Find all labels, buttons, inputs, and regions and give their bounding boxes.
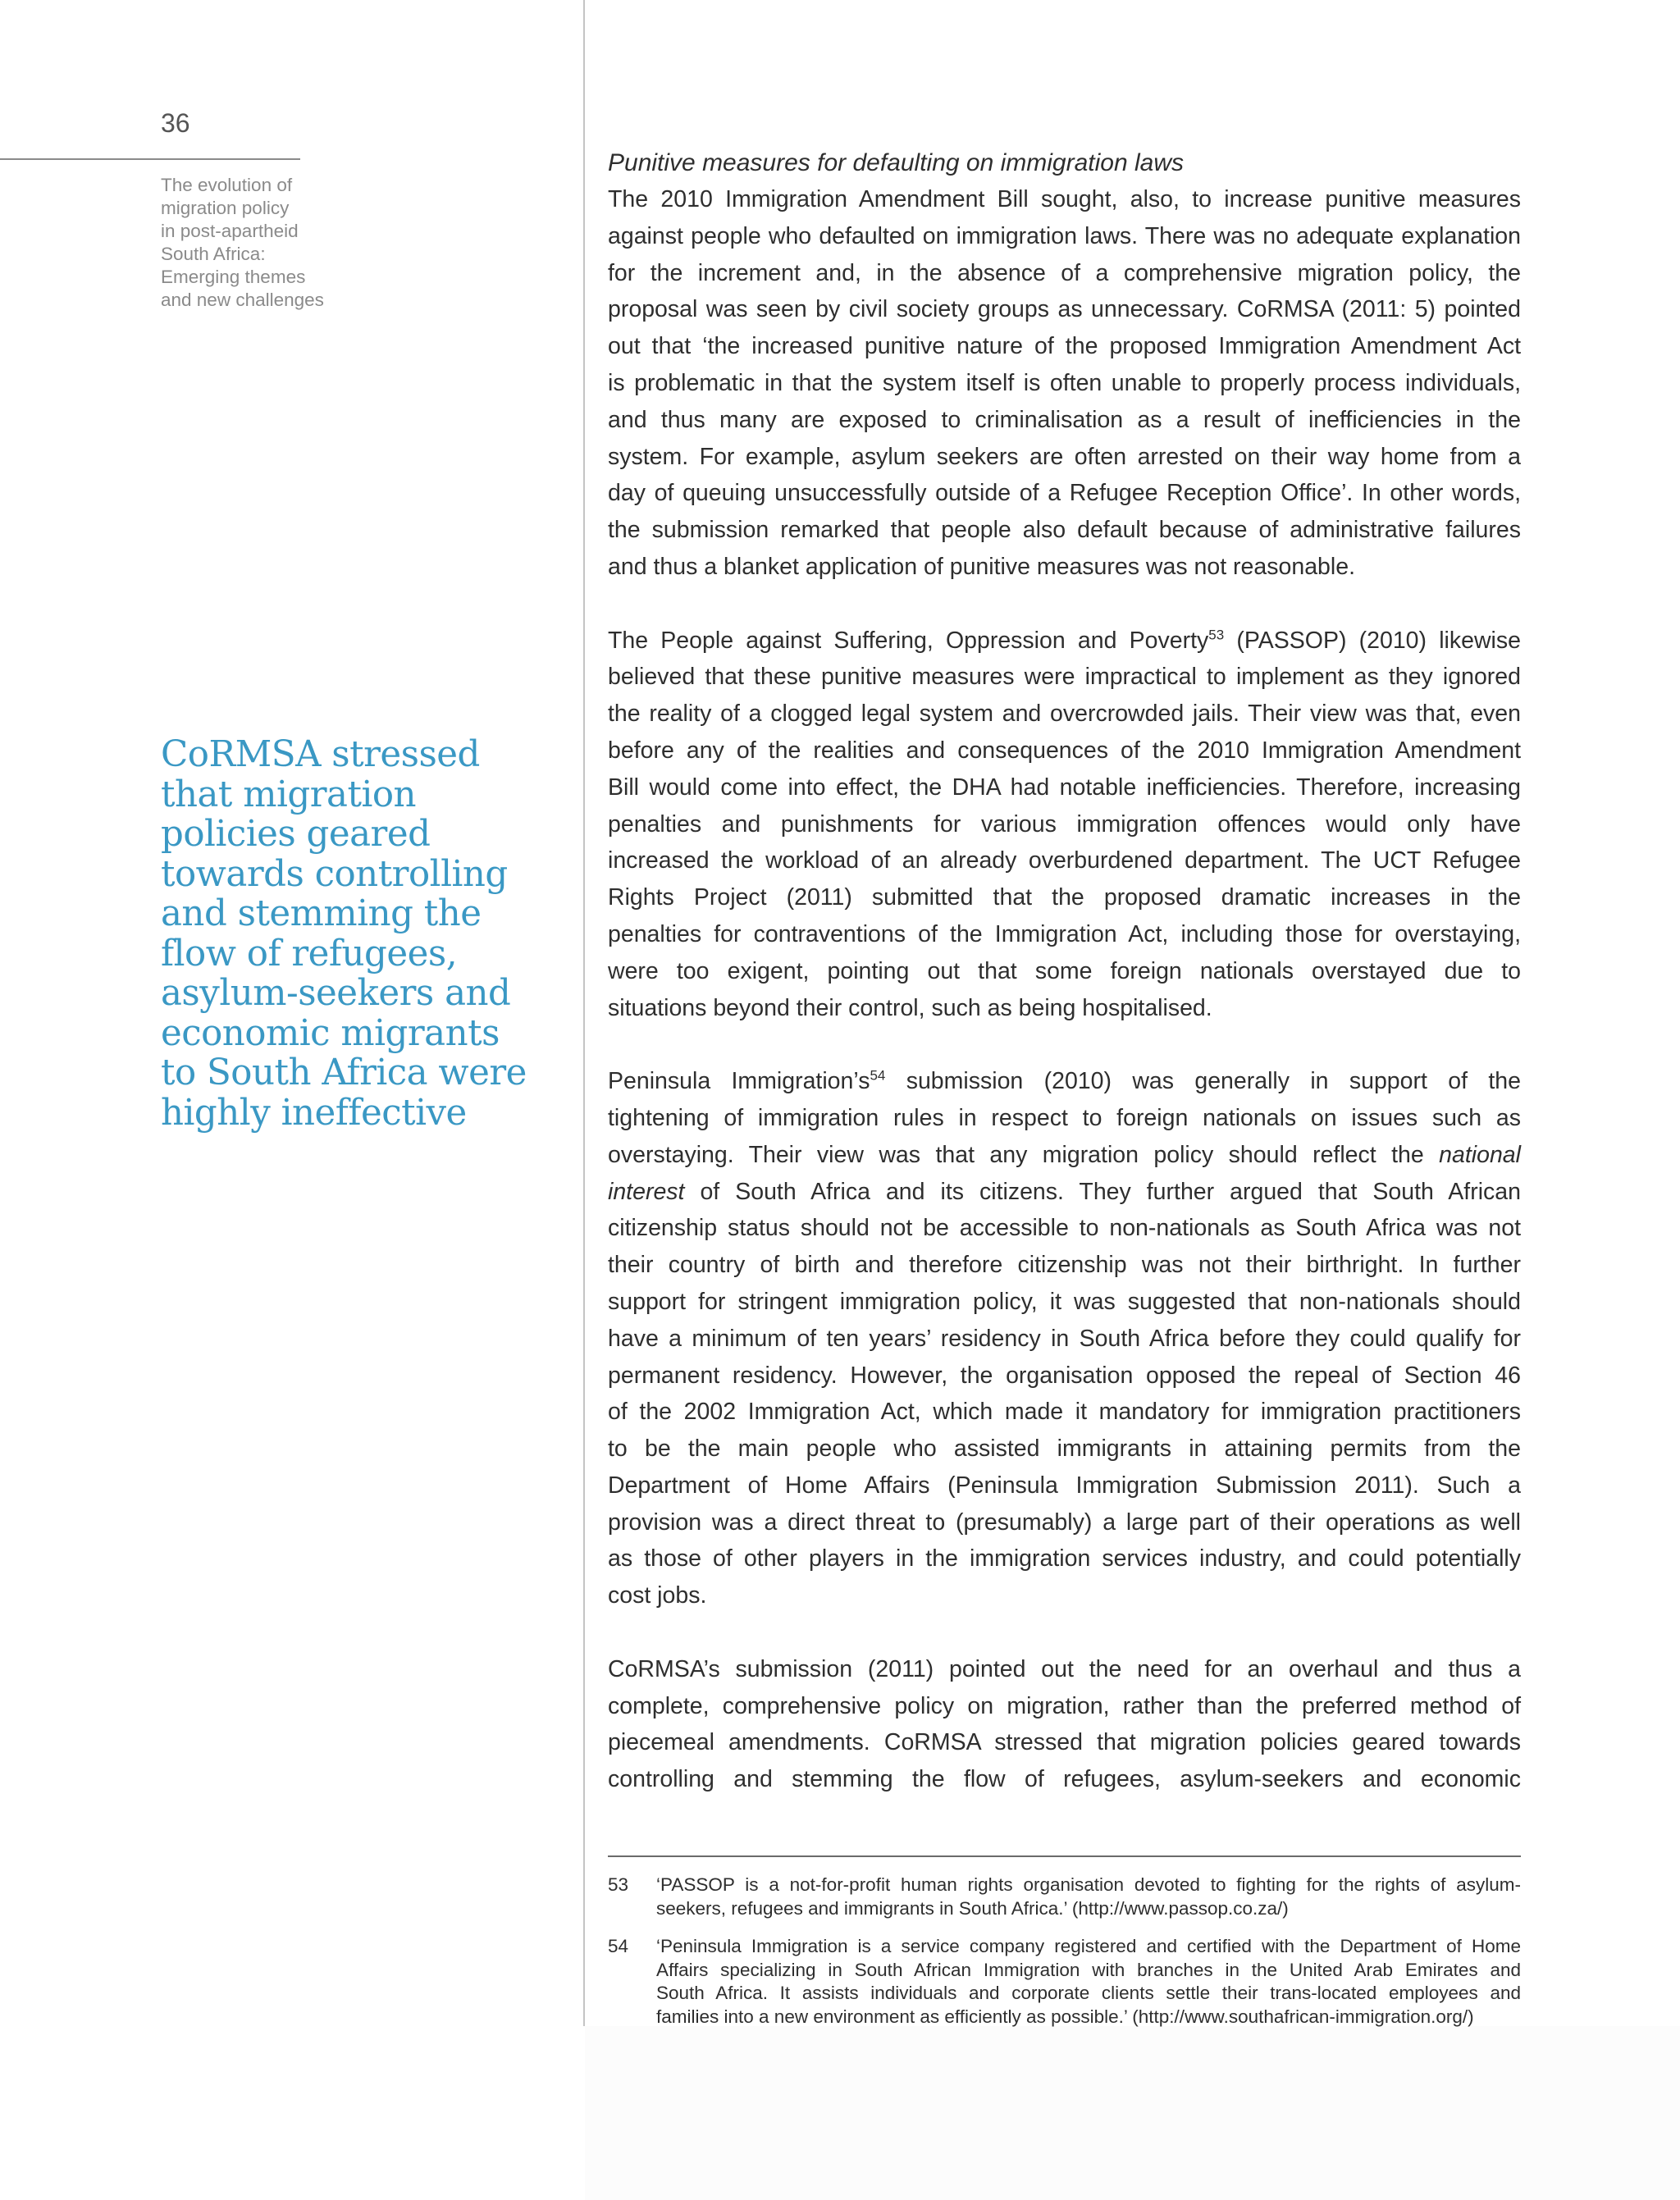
- text-line: citizenship status should not be accessible to non-nationals as South Africa was not: [608, 1215, 1521, 1242]
- footnote-line: ‘Peninsula Immigration is a service company registered and certified with the Department of Home: [656, 1936, 1521, 1956]
- margin-divider: [0, 158, 300, 160]
- section-heading: Punitive measures for defaulting on immigration laws: [608, 149, 1184, 176]
- text-line: CoRMSA’s submission (2011) pointed out the need for an overhaul and thus a: [608, 1655, 1521, 1682]
- paragraph-4: [608, 1651, 1521, 1798]
- pull-quote-line: highly ineffective: [161, 1092, 467, 1134]
- running-head-line: South Africa:: [161, 244, 266, 264]
- pull-quote-line: policies geared: [161, 814, 431, 855]
- paragraph-2: [608, 623, 1521, 1027]
- pull-quote: [161, 734, 527, 1134]
- text-line: of the 2002 Immigration Act, which made it mandatory for immigration practitioners: [608, 1399, 1521, 1426]
- text-line: to be the main people who assisted immigrants in attaining permits from the: [608, 1435, 1521, 1463]
- text-line: the submission remarked that people also default because of administrative failures: [608, 517, 1521, 544]
- text-fragment: (PASSOP) (2010) likewise: [1224, 627, 1521, 654]
- text-line: Rights Project (2011) submitted that the proposed dramatic increases in the: [608, 884, 1521, 911]
- footnote-line: seekers, refugees and immigrants in South Africa.’ (http://www.passop.co.za/): [656, 1897, 1289, 1919]
- text-line: Department of Home Affairs (Peninsula Immigration Submission 2011). Such a: [608, 1472, 1521, 1499]
- text-fragment: Peninsula Immigration’s: [608, 1068, 870, 1095]
- footnote-line: South Africa. It assists individuals and corporate clients settle their trans-located employees and: [656, 1983, 1521, 2003]
- paragraph-1: [608, 181, 1521, 586]
- column-divider: [583, 0, 585, 2026]
- text-line: [608, 1137, 1521, 1174]
- text-line: the reality of a clogged legal system and overcrowded jails. Their view was that, even: [608, 701, 1521, 728]
- pull-quote-line: economic migrants: [161, 1012, 500, 1054]
- text-line: is problematic in that the system itself is often unable to properly process individuals,: [608, 369, 1521, 396]
- footnote-number: 53: [608, 1874, 629, 1895]
- footnote-54: [608, 1935, 1521, 2029]
- text-line: situations beyond their control, such as being hospitalised.: [608, 994, 1212, 1021]
- text-fragment: The People against Suffering, Oppression and Poverty: [608, 627, 1209, 654]
- footnotes: [608, 1874, 1521, 2043]
- text-line: for the increment and, in the absence of a comprehensive migration policy, the: [608, 259, 1521, 286]
- running-head-line: migration policy: [161, 198, 290, 218]
- pull-quote-line: asylum-seekers and: [161, 973, 511, 1014]
- footnote-text: [656, 1935, 1521, 2029]
- footnote-line: ‘PASSOP is a not-for-profit human rights organisation devoted to fighting for the rights of asylum-: [656, 1874, 1521, 1895]
- text-line: provision was a direct threat to (presumably) a large part of their operations as well: [608, 1509, 1521, 1536]
- pull-quote-line: that migration: [161, 774, 417, 815]
- text-line: day of queuing unsuccessfully outside of a Refugee Reception Office’. In other words,: [608, 480, 1521, 507]
- footnote-line: families into a new environment as efficiently as possible.’ (http://www.southafrican-immigration.org/): [656, 2006, 1474, 2027]
- text-line: before any of the realities and consequences of the 2010 Immigration Amendment: [608, 737, 1521, 764]
- text-line: were too exigent, pointing out that some foreign nationals overstayed due to: [608, 957, 1521, 984]
- text-line: and thus many are exposed to criminalisation as a result of inefficiencies in the: [608, 406, 1521, 433]
- text-line: as those of other players in the immigration services industry, and could potentially: [608, 1545, 1521, 1572]
- text-line: system. For example, asylum seekers are often arrested on their way home from a: [608, 443, 1521, 470]
- text-line: increased the workload of an already overburdened department. The UCT Refugee: [608, 847, 1521, 874]
- text-line: believed that these punitive measures were impractical to implement as they ignored: [608, 664, 1521, 691]
- main-column: [608, 145, 1521, 1798]
- text-line: tightening of immigration rules in respect to foreign nationals on issues such as: [608, 1104, 1521, 1131]
- text-line: and thus a blanket application of punitive measures was not reasonable.: [608, 553, 1355, 580]
- footnote-ref-54: 54: [870, 1067, 886, 1084]
- footnote-ref-53: 53: [1208, 627, 1225, 643]
- page-number: 36: [161, 108, 190, 138]
- pull-quote-line: CoRMSA stressed: [161, 734, 480, 775]
- running-head-line: The evolution of: [161, 175, 293, 195]
- text-line: complete, comprehensive policy on migration, rather than the preferred method of: [608, 1692, 1521, 1719]
- running-head: [161, 174, 349, 312]
- footnote-text: [656, 1874, 1521, 1920]
- pull-quote-line: flow of refugees,: [161, 933, 458, 974]
- paragraph-3: [608, 1063, 1521, 1614]
- text-line: piecemeal amendments. CoRMSA stressed that migration policies geared towards: [608, 1729, 1521, 1756]
- text-line: proposal was seen by civil society groups as unnecessary. CoRMSA (2011: 5) pointed: [608, 296, 1521, 323]
- text-fragment: of South Africa and its citizens. They further argued that South African: [684, 1178, 1521, 1205]
- text-line: [608, 623, 1521, 660]
- text-line: [608, 1174, 1521, 1211]
- pull-quote-line: and stemming the: [161, 893, 482, 934]
- footnote-divider: [608, 1855, 1521, 1857]
- emphasis-interest: interest: [608, 1178, 685, 1205]
- text-fragment: overstaying. Their view was that any migration policy should reflect the: [608, 1141, 1440, 1168]
- text-line: have a minimum of ten years’ residency in South Africa before they could qualify for: [608, 1325, 1521, 1352]
- footnote-53: [608, 1874, 1521, 1920]
- text-line: permanent residency. However, the organisation opposed the repeal of Section 46: [608, 1362, 1521, 1389]
- text-fragment: submission (2010) was generally in support of the: [885, 1068, 1521, 1095]
- text-line: support for stringent immigration policy, it was suggested that non-nationals should: [608, 1288, 1521, 1315]
- text-line: controlling and stemming the flow of refugees, asylum-seekers and economic: [608, 1766, 1521, 1793]
- running-head-line: Emerging themes: [161, 267, 306, 287]
- text-line: [608, 1063, 1521, 1100]
- emphasis-national: national: [1439, 1141, 1521, 1168]
- running-head-line: and new challenges: [161, 290, 324, 310]
- text-line: against people who defaulted on immigration laws. There was no adequate explanation: [608, 222, 1521, 249]
- text-line: Bill would come into effect, the DHA had notable inefficiencies. Therefore, increasing: [608, 774, 1521, 801]
- text-line: penalties for contraventions of the Immigration Act, including those for overstaying,: [608, 920, 1521, 947]
- footnote-number: 54: [608, 1936, 629, 1956]
- text-line: penalties and punishments for various immigration offences would only have: [608, 810, 1521, 838]
- text-line: cost jobs.: [608, 1582, 707, 1609]
- bottom-shade: [585, 2026, 1680, 2200]
- text-line: out that ‘the increased punitive nature of the proposed Immigration Amendment Act: [608, 333, 1521, 360]
- footnote-line: Affairs specializing in South African Immigration with branches in the United Arab Emirates and: [656, 1959, 1521, 1980]
- text-line: The 2010 Immigration Amendment Bill sought, also, to increase punitive measures: [608, 186, 1521, 212]
- text-line: their country of birth and therefore citizenship was not their birthright. In further: [608, 1252, 1521, 1279]
- pull-quote-line: to South Africa were: [161, 1052, 527, 1093]
- running-head-line: in post-apartheid: [161, 221, 299, 241]
- pull-quote-line: towards controlling: [161, 853, 508, 895]
